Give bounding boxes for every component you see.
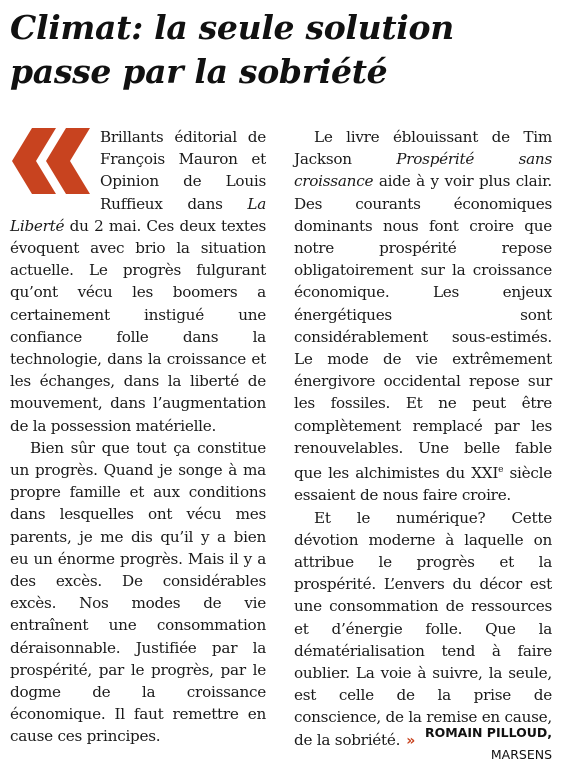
headline-line-2: passe par la sobriété [10, 52, 388, 91]
paragraph-text: Et le numérique? Cette dévotion moderne à laquelle on attribue le progrès et la prospérité. L’envers du décor est une consommation de ressources et d’énergie folle. Que la dématérialisation tend à faire oublier. La voie à suivre, la seule, est celle de la prise de conscience, de la remise en cause, de la sobriété. [294, 508, 552, 749]
paragraph-text: aide à y voir plus clair. Des courants économiques dominants nous font croire que notre prospérité repose obligatoirement sur la croissance économique. Les enjeux énergétiques sont considérablement sous-estimés. Le mode de vie extrêmement énergivore occidental repose sur les fossiles. Et ne peut être complètement remplacé par les renouvelables. Une belle fable que les alchimistes du XXI [294, 172, 552, 483]
author-name: ROMAIN PILLOUD, [424, 725, 552, 740]
century-superscript: e [498, 465, 504, 476]
headline-line-1: Climat: la seule solution [10, 8, 454, 47]
signature [425, 722, 552, 766]
paragraph-text: Le livre éblouissant de Tim Jackson [294, 128, 552, 169]
paragraph-intro: Brillants éditorial de François Mauron et Opinion de Louis Ruffieux dans [100, 128, 266, 213]
paragraph [294, 507, 552, 752]
author-location: MARSENS [490, 747, 552, 762]
left-column [10, 126, 266, 748]
newspaper-title: La Liberté [10, 194, 266, 235]
paragraph [10, 126, 266, 437]
closing-quote-icon: » [406, 732, 416, 749]
paragraph: Bien sûr que tout ça constitue un progrès. Quand je songe à ma propre famille et aux conditions dans lesquelles ont vécu mes parents, je me dis qu’il y a bien eu un énorme progrès. Mais il y a des excès. De considérables excès. Nos modes de vie entraînent une consommation déraisonnable. Justifiée par la prospérité, par le progrès, par le dogme de la croissance économique. Il faut remettre en cause ces principes. [10, 438, 266, 746]
headline [10, 6, 556, 94]
paragraph-text: siècle essaient de nous faire croire. [294, 464, 552, 505]
paragraph-text: du 2 mai. Ces deux textes évoquent avec brio la situation actuelle. Le progrès fulgurant qu’ont vécu les boomers a certainement instigué une confiance folle dans la technologie, dans la croissance et les échanges, dans la liberté de mouvement, dans l’augmentation de la possession matérielle. [10, 216, 266, 435]
opening-quote-icon [10, 128, 92, 194]
right-column [294, 126, 552, 752]
book-title: Prospérité sans croissance [294, 150, 552, 191]
paragraph [294, 126, 552, 507]
